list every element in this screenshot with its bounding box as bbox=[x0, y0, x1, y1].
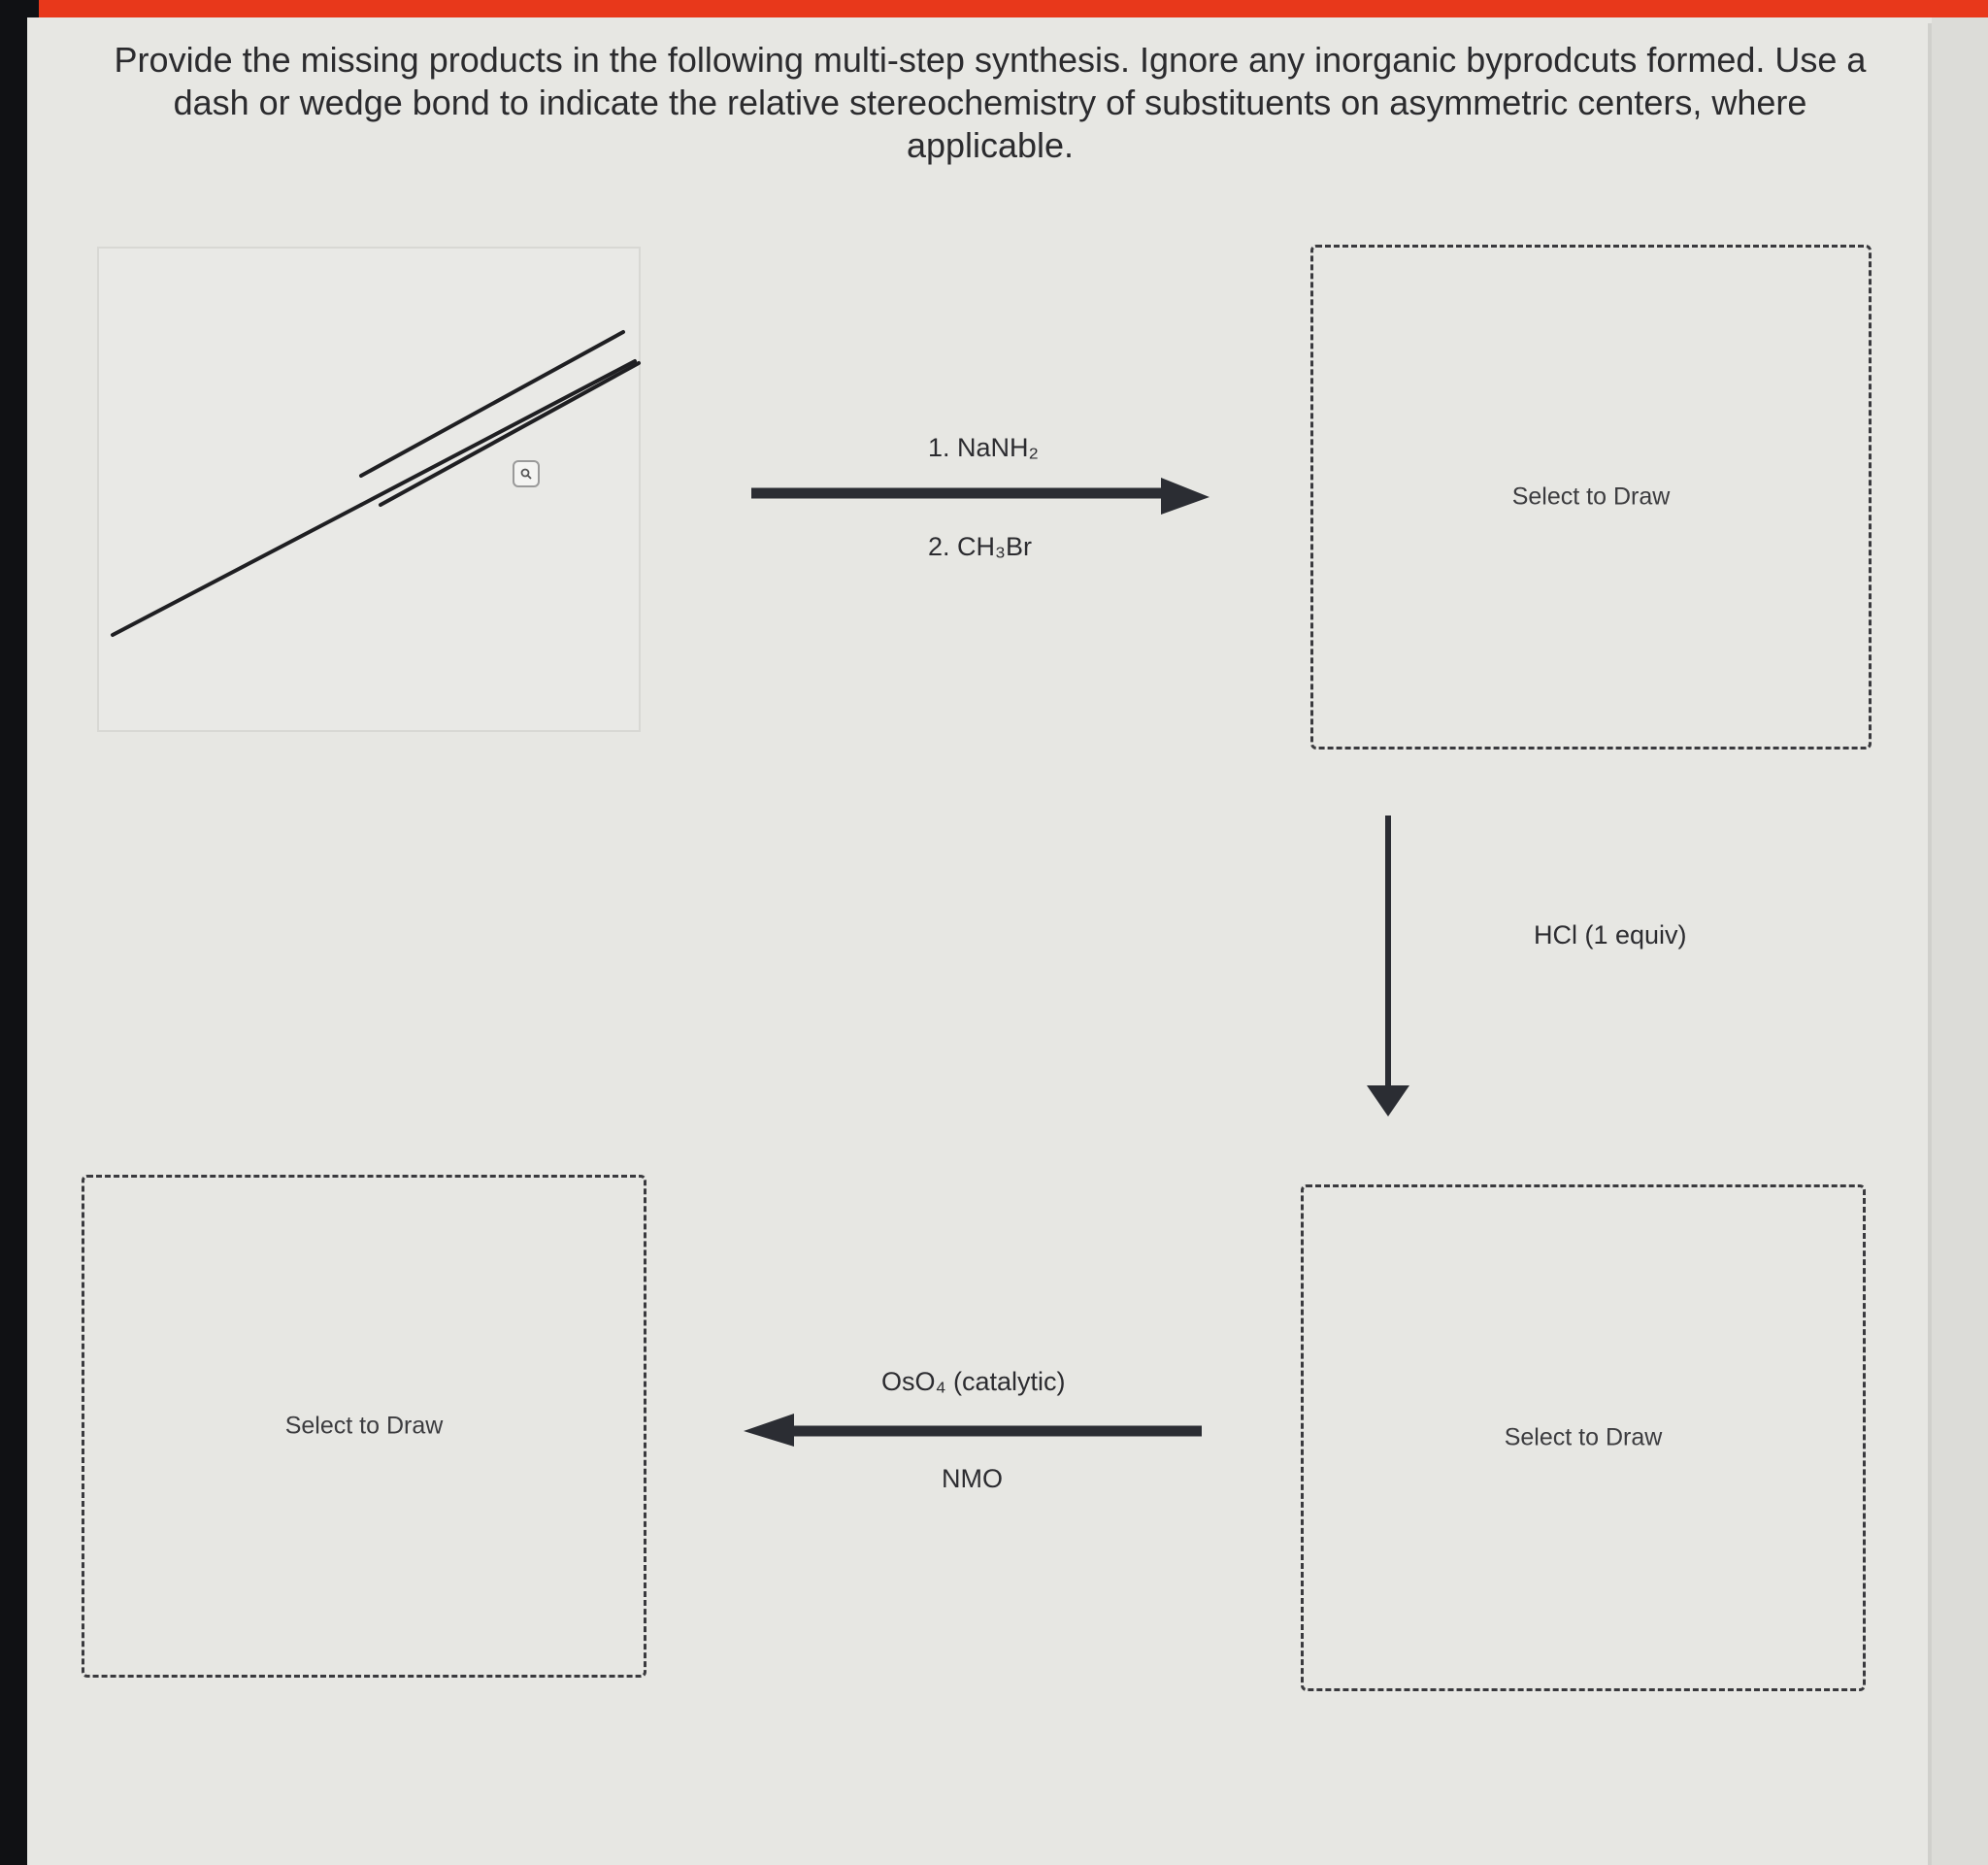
product-3-draw-box[interactable] bbox=[82, 1175, 646, 1678]
product-2-draw-box[interactable] bbox=[1301, 1184, 1866, 1691]
select-to-draw-label: Select to Draw bbox=[284, 1412, 444, 1440]
reagent-step3-top: OsO₄ (catalytic) bbox=[881, 1367, 1066, 1396]
reagent-step1-top: 1. NaNH₂ bbox=[928, 433, 1040, 462]
arrow-step-3 bbox=[744, 1414, 1202, 1447]
product-1-draw-box[interactable] bbox=[1310, 245, 1872, 749]
select-to-draw-label: Select to Draw bbox=[1504, 1423, 1663, 1451]
reagent-step3-bottom: NMO bbox=[942, 1464, 1003, 1493]
reagent-step1-bottom: 2. CH₃Br bbox=[928, 532, 1033, 561]
reagent-step2: HCl (1 equiv) bbox=[1534, 920, 1687, 949]
question-instructions: Provide the missing products in the following multi-step synthesis. Ignore any inorganic byprodcuts formed. Use a dash or wedge bond to indicate the relative stereochemistry of substituents on asymmetric centers, where applicable. bbox=[114, 40, 1867, 165]
arrow-step-1 bbox=[751, 478, 1209, 515]
select-to-draw-label: Select to Draw bbox=[1511, 483, 1671, 511]
arrow-step-2 bbox=[1367, 816, 1409, 1116]
